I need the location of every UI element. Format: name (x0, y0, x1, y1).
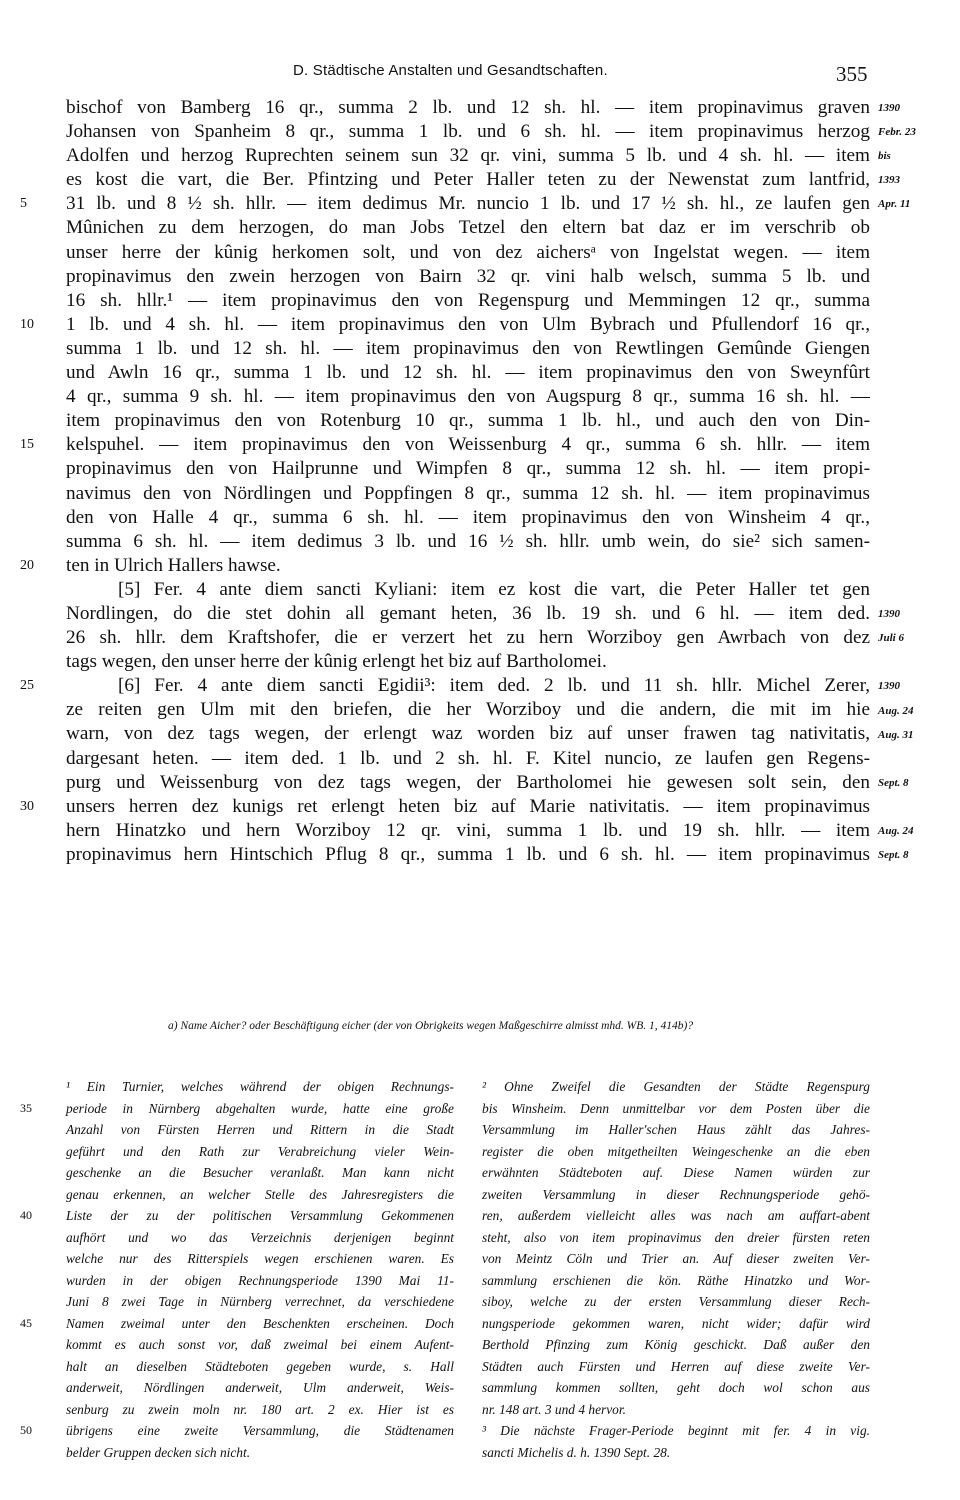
page-number: 355 (836, 62, 868, 86)
text-line (66, 602, 870, 626)
footnote-line: siboy, welche zu der ersten Versammlung dieser Rech- (482, 1294, 870, 1309)
text-line-content: propinavimus hern Hintschich Pflug 8 qr., summa 1 lb. und 6 sh. hl. — item propinavimus (66, 843, 870, 865)
page-header (0, 62, 960, 92)
footnote-line-content: aufhört und wo das Verzeichnis derjenigen beginnt (66, 1229, 454, 1245)
text-line (66, 698, 870, 722)
text-line (66, 843, 870, 867)
footnote-line-content: Anzahl von Fürsten Herren und Rittern in die Stadt (66, 1122, 454, 1137)
footnote-line-content: genau erkennen, an welcher Stelle des Jahresregisters die (66, 1186, 454, 1202)
text-line (66, 96, 870, 120)
line-number: 45 (20, 1315, 32, 1330)
margin-date: Apr. 11 (878, 198, 911, 211)
text-line (66, 819, 870, 843)
text-line (20, 674, 870, 698)
text-line-content: ten in Ulrich Hallers hawse. (66, 554, 281, 576)
text-line-content: bischof von Bamberg 16 qr., summa 2 lb. und 12 sh. hl. — item propinavimus graven (66, 97, 870, 118)
text-line (66, 650, 870, 674)
footnote-line (66, 1227, 454, 1249)
text-line (66, 385, 870, 409)
text-line-content: kelspuhel. — item propinavimus den von Weissenburg 4 qr., summa 6 sh. hllr. — item (66, 434, 870, 456)
main-text-block (20, 96, 870, 867)
text-line (66, 578, 870, 602)
line-number: 25 (20, 678, 34, 694)
footnote-line (20, 1313, 454, 1335)
footnote-line-content: Juni 8 zwei Tage in Nürnberg verrechnet, da verschiedene (66, 1294, 454, 1309)
text-line (66, 457, 870, 481)
footnote-line (66, 1356, 454, 1378)
text-line (66, 265, 870, 289)
text-line-content: warn, von dez tags wegen, der erlengt waz worden biz auf unser frawen tag nativitatis, (66, 723, 870, 745)
footnote-line-content: periode in Nürnberg abgehalten wurde, hatte eine große (66, 1100, 454, 1116)
footnote-line: bis Winsheim. Denn unmittelbar vor dem Posten über die (482, 1100, 870, 1116)
text-line (66, 771, 870, 795)
text-line-content: unsers herren dez kunigs ret erlengt heten biz auf Marie nativitatis. — item propinavimus (66, 795, 870, 817)
text-line-content: Adolfen und herzog Ruprechten seinem sun 32 qr. vini, summa 5 lb. und 4 sh. hl. — item (66, 145, 870, 167)
footnote-line: ² Ohne Zweifel die Gesandten der Städte Regenspurg (482, 1079, 870, 1094)
margin-date: Juli 6 (878, 632, 904, 645)
footnote-line (66, 1184, 454, 1206)
footnote-line-content: ¹ Ein Turnier, welches während der obigen Rechnungs- (66, 1079, 454, 1094)
footnotes-left-column (20, 1076, 454, 1463)
text-line (66, 337, 870, 361)
text-line-content: unser herre der kûnig herkomen solt, und von dez aichersᵃ von Ingelstat wegen. — item (66, 241, 870, 263)
footnote-line (66, 1377, 454, 1399)
margin-date: 1393 (878, 174, 900, 187)
text-line (66, 747, 870, 771)
text-line-content: tags wegen, den unser herre der kûnig erlengt het biz auf Bartholomei. (66, 651, 607, 673)
footnote-line (66, 1119, 454, 1141)
text-line-content: 31 lb. und 8 ½ sh. hllr. — item dedimus Mr. nuncio 1 lb. und 17 ½ sh. hl., ze laufen gen (66, 193, 870, 215)
text-line-content: propinavimus den zwein herzogen von Bairn 32 qr. vini halb welsch, summa 5 lb. und (66, 265, 870, 287)
line-number: 20 (20, 557, 34, 573)
margin-date: Aug. 31 (878, 728, 914, 741)
footnote-line: ren, außerdem vielleicht alles was nach am auffart-abent (482, 1208, 870, 1223)
text-line (66, 409, 870, 433)
footnote-line-content: Liste der zu der politischen Versammlung Gekommenen (66, 1208, 454, 1223)
footnote-line: Versammlung im Haller'schen Haus zählt das Jahres- (482, 1122, 870, 1137)
footnote-line (66, 1076, 454, 1098)
margin-date: 1390 (878, 102, 900, 114)
text-line (66, 361, 870, 385)
running-head: D. Städtische Anstalten und Gesandtschaften. (293, 62, 608, 79)
footnote-line (20, 1420, 454, 1442)
line-number: 50 (20, 1423, 32, 1437)
text-line (66, 289, 870, 313)
footnote-line-content: kommt es auch sonst vor, daß zweimal bei einem Aufent- (66, 1337, 454, 1352)
text-line-content: purg und Weissenburg von dez tags wegen, der Bartholomei hie gewesen solt sein, den (66, 771, 870, 793)
text-line-content: summa 1 lb. und 12 sh. hl. — item propinavimus den von Rewtlingen Gemûnde Giengen (66, 337, 870, 359)
margin-date: Sept. 8 (878, 849, 909, 862)
footnote-line-content: belder Gruppen decken sich nicht. (66, 1444, 251, 1460)
text-line-content: item propinavimus den von Rotenburg 10 qr., summa 1 lb. hl., und auch den von Din- (66, 410, 870, 432)
text-line-content: 26 sh. hllr. dem Kraftshofer, die er verzert het zu hern Worziboy gen Awrbach von dez (66, 627, 870, 649)
text-line (66, 626, 870, 650)
footnote-line-content: halt an dieselben Städteboten gegeben wurde, s. Hall (66, 1358, 454, 1374)
footnote-line: Berthold Pfinzing zum König geschickt. Daß außer den (482, 1337, 870, 1352)
text-line (20, 554, 870, 578)
text-line (66, 144, 870, 168)
footnote-line (20, 1098, 454, 1120)
footnote-line: sammlung kommen sollten, geht doch wol schon aus (482, 1380, 870, 1395)
line-number: 35 (20, 1100, 32, 1115)
margin-date: Aug. 24 (878, 825, 914, 837)
text-line-content: Nordlingen, do die stet dohin all gemant heten, 36 lb. 19 sh. und 6 hl. — item ded. (66, 602, 870, 624)
text-line-content: dargesant heten. — item ded. 1 lb. und 2 sh. hl. F. Kitel nuncio, ze laufen gen Regens- (66, 747, 870, 769)
text-line-content: es kost die vart, die Ber. Pfintzing und Peter Haller teten zu der Newenstat zum lantfrid, (66, 169, 870, 191)
text-line-content: summa 6 sh. hl. — item dedimus 3 lb. und 16 ½ sh. hllr. umb wein, do sie² sich samen- (66, 530, 870, 552)
text-line-content: ze reiten gen Ulm mit den briefen, die her Worziboy und die andern, die mit im hie (66, 699, 870, 721)
line-number: 15 (20, 437, 34, 453)
margin-date: Aug. 24 (878, 704, 914, 717)
footnote-line-content: geführt und den Rath zur Verabreichung vieler Wein- (66, 1143, 454, 1159)
text-line (66, 241, 870, 265)
text-line (66, 168, 870, 192)
text-line (66, 216, 870, 240)
line-number: 40 (20, 1208, 32, 1222)
footnote-line: sancti Michelis d. h. 1390 Sept. 28. (482, 1444, 671, 1460)
footnote-line (66, 1334, 454, 1356)
footnote-line-content: senburg zu zwein moln nr. 180 art. 2 ex. Hier ist es (66, 1401, 454, 1417)
text-line-content: [6] Fer. 4 ante diem sancti Egidii³: item ded. 2 lb. und 11 sh. hllr. Michel Zerer, (118, 675, 870, 697)
footnote-line: von Meintz Cöln und Trier an. Auf dieser zweiten Ver- (482, 1251, 870, 1266)
footnote-line: steht, also von item propinavimus den dreier fürsten reten (482, 1229, 870, 1245)
footnote-line-content: Namen zweimal unter den Beschenkten erscheinen. Doch (66, 1315, 454, 1331)
footnote-line: erwähnten Städteboten auf. Diese Namen würden zur (482, 1165, 870, 1180)
margin-date: 1390 (878, 608, 900, 621)
footnote-line (20, 1205, 454, 1227)
footnote-line: Städten auch Fürsten und Herren auf diese zweite Ver- (482, 1358, 870, 1374)
text-line-content: propinavimus den von Hailprunne und Wimpfen 8 qr., summa 12 sh. hl. — item propi- (66, 458, 870, 480)
line-number: 10 (20, 316, 34, 332)
footnote-line (66, 1291, 454, 1313)
text-line-content: und Awln 16 qr., summa 1 lb. und 12 sh. hl. — item propinavimus den von Sweynfûrt (66, 362, 870, 384)
text-line-content: Johansen von Spanheim 8 qr., summa 1 lb. und 6 sh. hl. — item propinavimus herzog (66, 121, 870, 143)
line-number: 5 (20, 196, 27, 212)
footnote-line: nr. 148 art. 3 und 4 hervor. (482, 1401, 626, 1417)
footnote-line: register die oben mitgetheilten Weingeschenke an die eben (482, 1143, 870, 1159)
footnote-line-content: anderweit, Nördlingen anderweit, Ulm anderweit, Weis- (66, 1380, 454, 1395)
text-line-content: Mûnichen zu dem herzogen, do man Jobs Tetzel den eltern bat daz er im verschrib ob (66, 217, 870, 239)
text-line (66, 506, 870, 530)
text-line-content: hern Hinatzko und hern Worziboy 12 qr. vini, summa 1 lb. und 19 sh. hllr. — item (66, 819, 870, 841)
text-line-content: 16 sh. hllr.¹ — item propinavimus den von Regenspurg und Memmingen 12 qr., summa (66, 289, 870, 311)
footnote-line: sammlung erschienen die kön. Räthe Hinatzko und Wor- (482, 1272, 870, 1288)
textual-annotation: a) Name Aicher? oder Beschäftigung eicher (der von Obrigkeits wegen Maßgeschirre almisst mhd. WB. 1, 414b)? (168, 1020, 694, 1032)
margin-date: bis (878, 150, 891, 163)
margin-date: Febr. 23 (878, 126, 916, 139)
footnote-line-content: welche nur des Ritterspiels wegen erschienen waren. Es (66, 1251, 454, 1266)
footnote-line: ³ Die nächste Frager-Periode beginnt mit fer. 4 in vig. (482, 1423, 870, 1438)
text-line-content: [5] Fer. 4 ante diem sancti Kyliani: item ez kost die vart, die Peter Haller tet gen (118, 578, 870, 600)
text-line-content: 1 lb. und 4 sh. hl. — item propinavimus den von Ulm Bybrach und Pfullendorf 16 qr., (66, 313, 870, 335)
text-line (20, 313, 870, 337)
text-line (20, 433, 870, 457)
text-line (66, 530, 870, 554)
footnotes-right-column (482, 1076, 870, 1463)
footnote-line (66, 1399, 454, 1421)
margin-date: Sept. 8 (878, 776, 909, 789)
footnote-line (66, 1162, 454, 1184)
text-line (20, 795, 870, 819)
footnote-line: zweiten Versammlung in dieser Rechnungsperiode gehö- (482, 1186, 870, 1202)
line-number: 30 (20, 798, 34, 814)
margin-date: 1390 (878, 680, 900, 693)
footnote-line-content: geschenke an die Besucher veranlaßt. Man kann nicht (66, 1165, 454, 1180)
text-line-content: 4 qr., summa 9 sh. hl. — item propinavimus den von Augspurg 8 qr., summa 16 sh. hl. — (66, 386, 870, 408)
text-line-content: den von Halle 4 qr., summa 6 sh. hl. — item propinavimus den von Winsheim 4 qr., (66, 506, 870, 528)
text-line (66, 120, 870, 144)
footnote-line (66, 1141, 454, 1163)
footnote-line: nungsperiode gekommen waren, nicht wider; dafür wird (482, 1315, 870, 1331)
footnote-line-content: übrigens eine zweite Versammlung, die Städtenamen (66, 1423, 454, 1438)
text-line (20, 192, 870, 216)
footnote-line (66, 1270, 454, 1292)
footnote-line-content: wurden in der obigen Rechnungsperiode 1390 Mai 11- (66, 1272, 454, 1288)
footnote-line (66, 1248, 454, 1270)
footnote-line (66, 1442, 454, 1464)
text-line-content: navimus den von Nördlingen und Poppfingen 8 qr., summa 12 sh. hl. — item propinavimus (66, 482, 870, 504)
text-line (66, 722, 870, 746)
text-line (66, 482, 870, 506)
